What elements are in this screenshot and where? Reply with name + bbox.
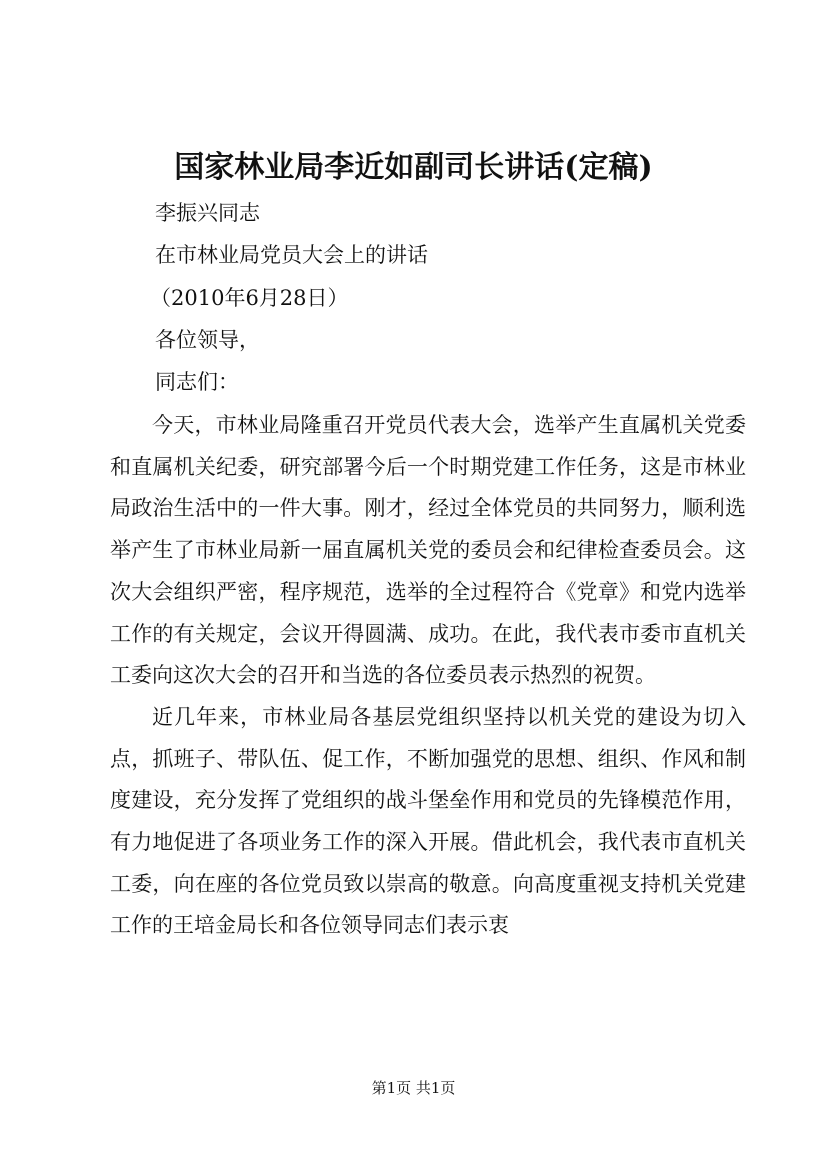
occasion-line: 在市林业局党员大会上的讲话 [155,243,428,267]
salutation-leaders: 各位领导， [155,328,260,352]
page-footer: 第1页 共1页 [371,1079,456,1097]
body-paragraph-2: 近几年来，市林业局各基层党组织坚持以机关党的建设为切入点，抓班子、带队伍、促工作，不断加强党的思想、组织、作风和制度建设，充分发挥了党组织的战斗堡垒作用和党员的先锋模范作用，有力地促进了各项业务工作的深入开展。借此机会，我代表市直机关工委，向在座的各位党员致以崇高的敬意。向高度重视支持机关党建工作的王培金局长和各位领导同志们表示衷 [110,704,746,938]
date-line: （2010年6月28日） [150,286,349,310]
speaker-line: 李振兴同志 [155,201,260,225]
salutation-comrades: 同志们： [155,370,239,394]
document-title: 国家林业局李近如副司长讲话(定稿) [174,150,653,185]
body-text [110,405,746,947]
body-paragraph-1: 今天，市林业局隆重召开党员代表大会，选举产生直属机关党委和直属机关纪委，研究部署今后一个时期党建工作任务，这是市林业局政治生活中的一件大事。刚才，经过全体党员的共同努力，顺利选举产生了市林业局新一届直属机关党的委员会和纪律检查委员会。这次大会组织严密，程序规范，选举的全过程符合《党章》和党内选举工作的有关规定，会议开得圆满、成功。在此，我代表市委市直机关工委向这次大会的召开和当选的各位委员表示热烈的祝贺。 [110,413,746,688]
